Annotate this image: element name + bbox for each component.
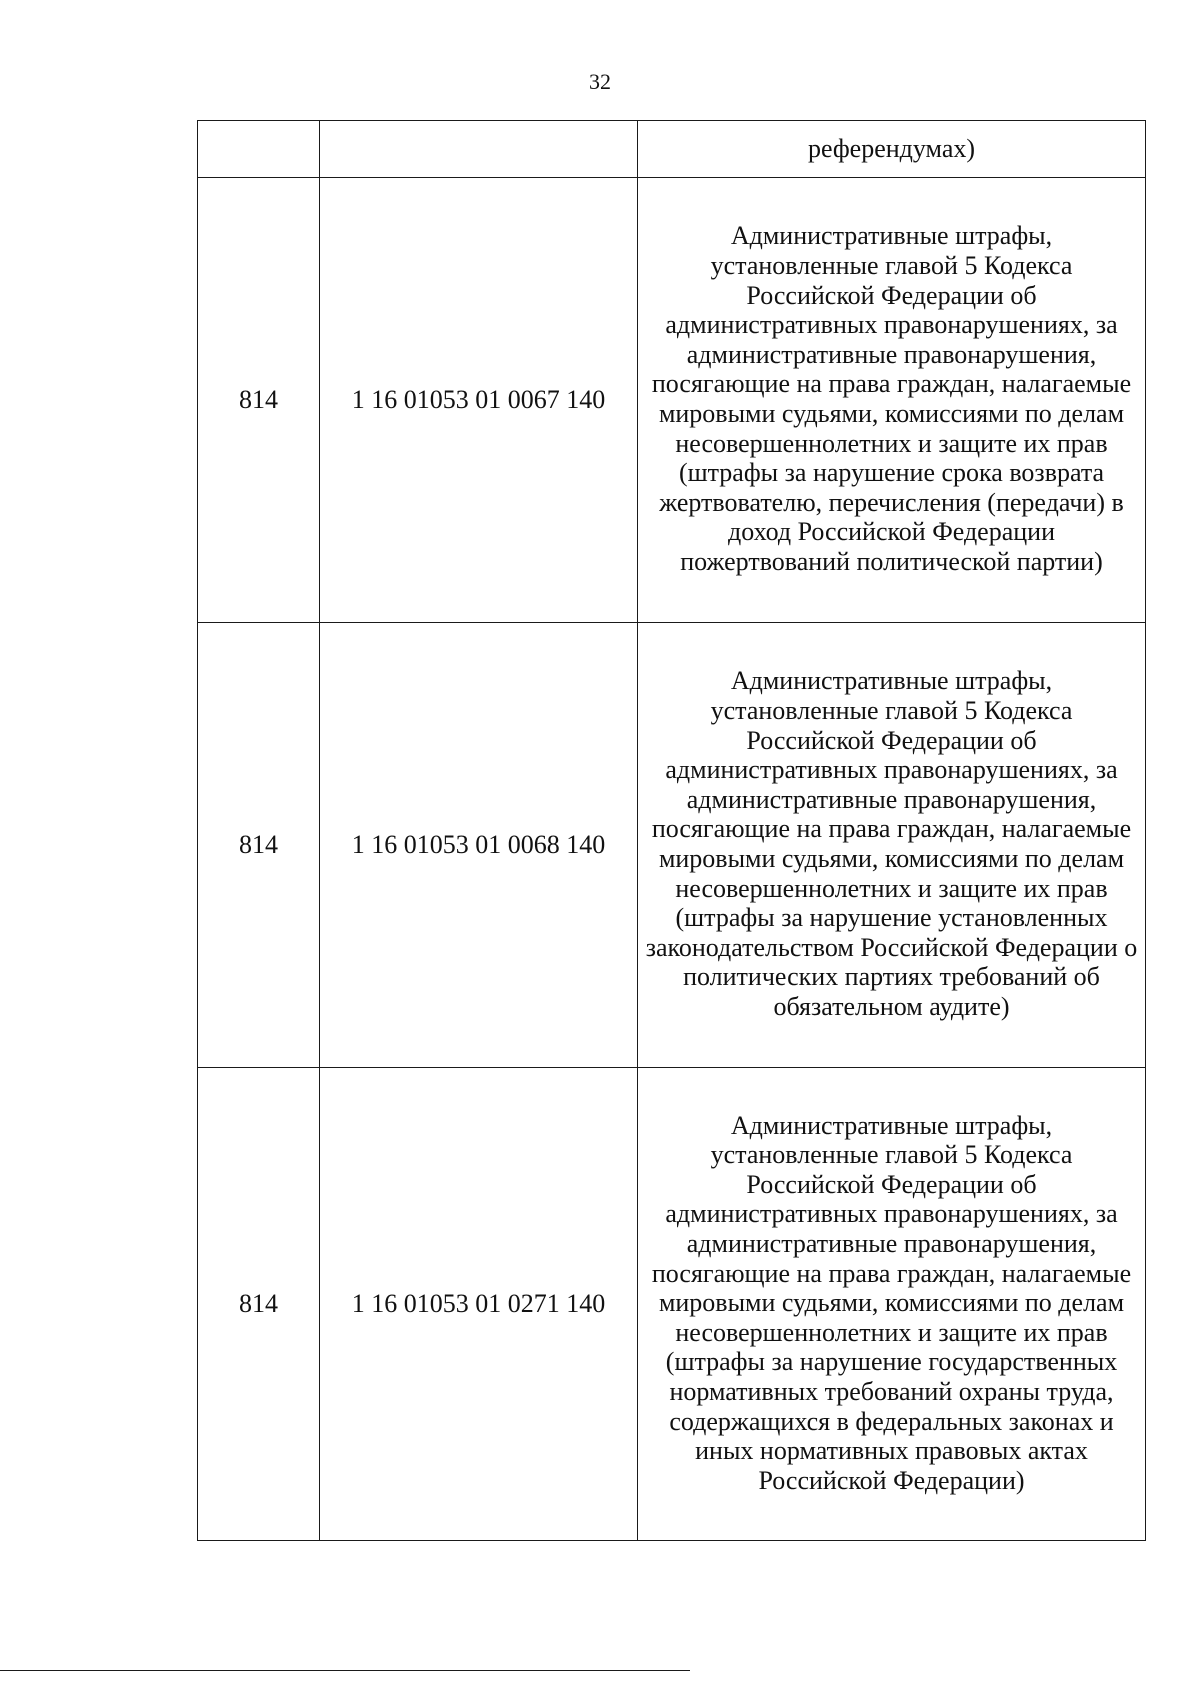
budget-code-cell: 1 16 01053 01 0067 140: [320, 178, 638, 623]
page-number: 32: [589, 69, 611, 94]
table-row: [198, 121, 1146, 178]
revenue-codes-table: [197, 120, 1146, 1541]
table-row: [198, 623, 1146, 1068]
footer-divider: [0, 1670, 690, 1671]
table-row: [198, 178, 1146, 623]
admin-code-cell: [198, 121, 320, 178]
admin-code-cell: 814: [198, 178, 320, 623]
description-cell: Административные штрафы, установленные главой 5 Кодекса Российской Федерации об административных правонарушениях, за административные правонарушения, посягающие на права граждан, налагаемые мировыми судьями, комиссиями по делам несовершеннолетних и защите их прав (штрафы за нарушение государственных нормативных требований охраны труда, содержащихся в федеральных законах и иных нормативных правовых актах Российской Федерации): [638, 1068, 1146, 1541]
admin-code-cell: 814: [198, 1068, 320, 1541]
table-row: [198, 1068, 1146, 1541]
description-cell: Административные штрафы, установленные главой 5 Кодекса Российской Федерации об административных правонарушениях, за административные правонарушения, посягающие на права граждан, налагаемые мировыми судьями, комиссиями по делам несовершеннолетних и защите их прав (штрафы за нарушение срока возврата жертвователю, перечисления (передачи) в доход Российской Федерации пожертвований политической партии): [638, 178, 1146, 623]
admin-code-cell: 814: [198, 623, 320, 1068]
description-text: референдумах): [807, 133, 976, 163]
description-cell: [638, 121, 1146, 178]
budget-code-cell: 1 16 01053 01 0271 140: [320, 1068, 638, 1541]
description-cell: Административные штрафы, установленные главой 5 Кодекса Российской Федерации об административных правонарушениях, за административные правонарушения, посягающие на права граждан, налагаемые мировыми судьями, комиссиями по делам несовершеннолетних и защите их прав (штрафы за нарушение установленных законодательством Российской Федерации о политических партиях требований об обязательном аудите): [638, 623, 1146, 1068]
budget-code-cell: 1 16 01053 01 0068 140: [320, 623, 638, 1068]
budget-code-cell: [320, 121, 638, 178]
